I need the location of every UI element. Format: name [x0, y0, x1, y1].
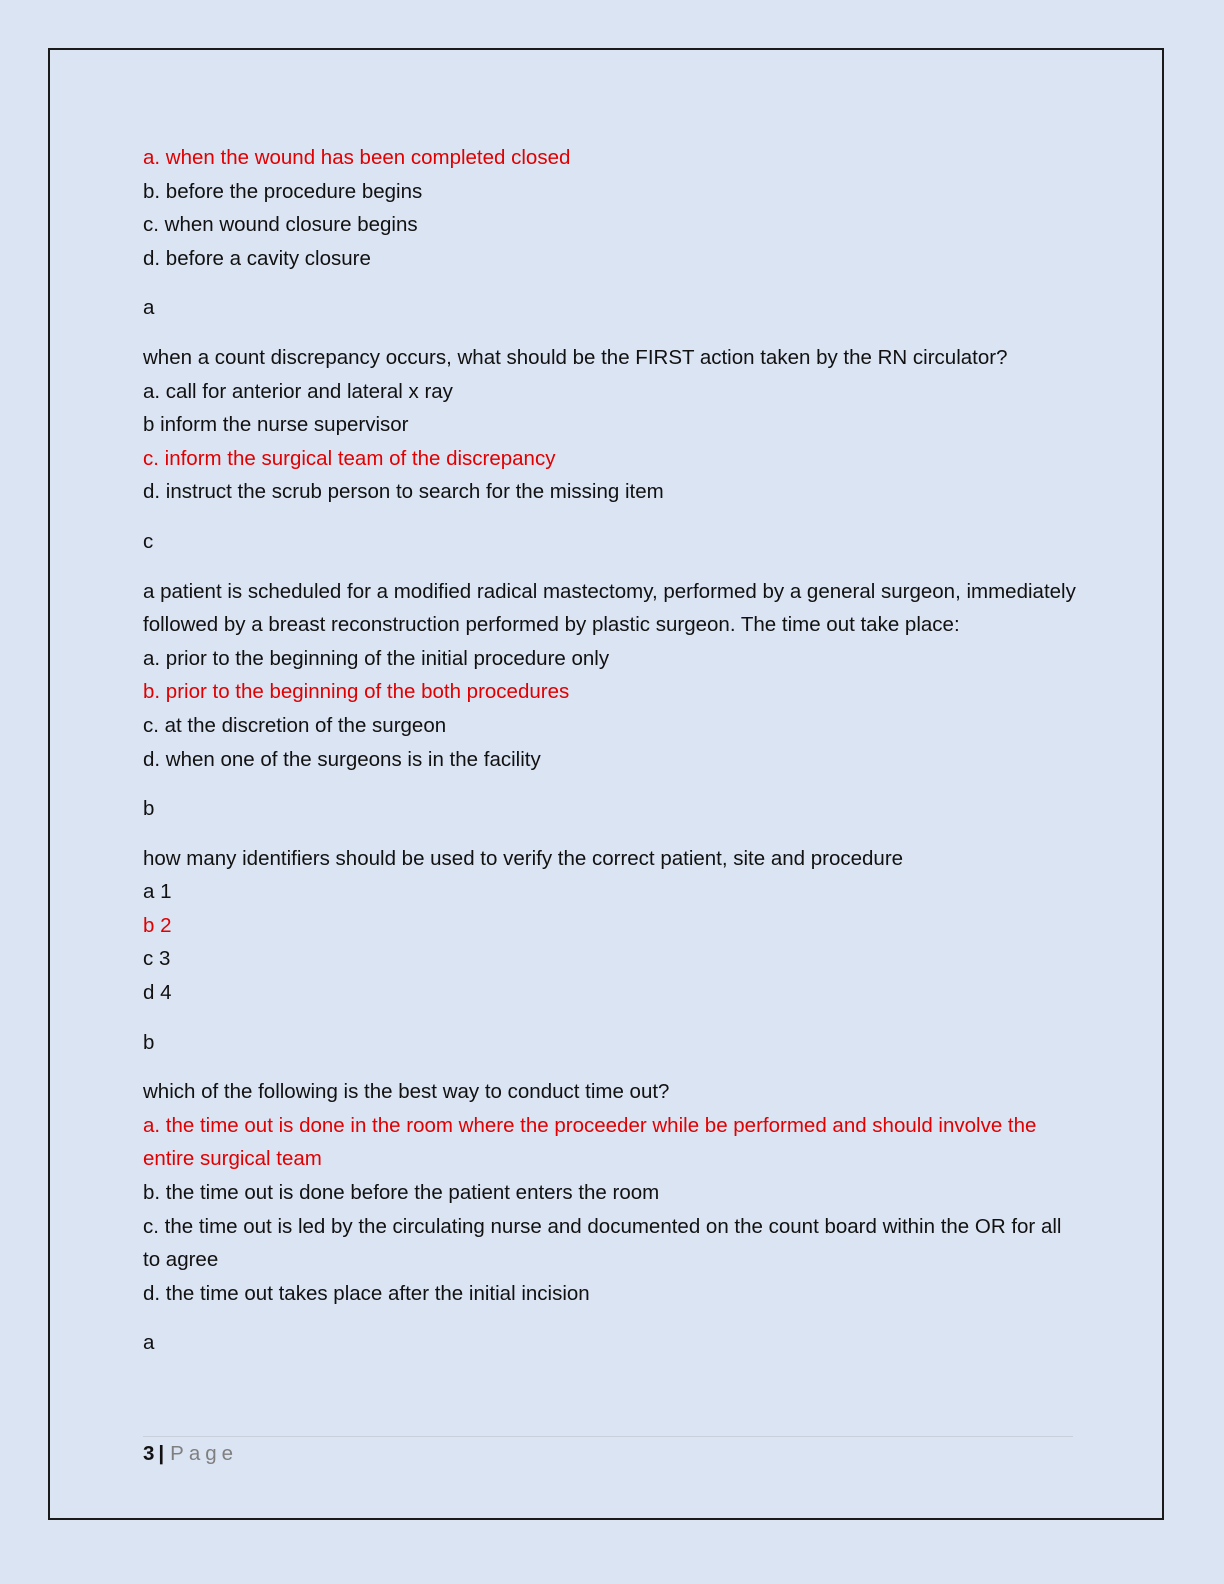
question-block [143, 1075, 1083, 1360]
answer-option: d. when one of the surgeons is in the facility [143, 747, 541, 771]
answer-option: d. the time out takes place after the initial incision [143, 1281, 590, 1305]
page-number: 3 [143, 1442, 155, 1465]
answer-option: a. call for anterior and lateral x ray [143, 379, 453, 403]
answer-option: c. at the discretion of the surgeon [143, 713, 447, 737]
footer-divider [143, 1436, 1073, 1437]
page-label: Page [170, 1442, 239, 1465]
question-text: how many identifiers should be used to verify the correct patient, site and procedure [143, 846, 904, 870]
answer-option-correct: b. prior to the beginning of the both procedures [143, 680, 570, 704]
question-text: when a count discrepancy occurs, what should be the FIRST action taken by the RN circulator? [143, 345, 1008, 369]
question-block [143, 341, 1083, 559]
answer-option-correct: c. inform the surgical team of the discrepancy [143, 446, 556, 470]
answer-option: b. before the procedure begins [143, 179, 423, 203]
answer-option: a 1 [143, 880, 172, 904]
answer-option: d. instruct the scrub person to search for the missing item [143, 480, 664, 504]
question-block [143, 141, 1083, 325]
answer-option: c. when wound closure begins [143, 213, 418, 237]
footer-separator: | [158, 1442, 165, 1465]
answer-option-correct: a. when the wound has been completed closed [143, 146, 571, 169]
answer-option: b inform the nurse supervisor [143, 413, 409, 437]
answer-option: d 4 [143, 981, 172, 1005]
answer-key: a [143, 296, 155, 320]
question-block [143, 842, 1083, 1060]
question-text: which of the following is the best way to conduct time out? [143, 1080, 670, 1104]
answer-option: d. before a cavity closure [143, 246, 371, 270]
question-text: a patient is scheduled for a modified radical mastectomy, performed by a general surgeon, immediately followed by a breast reconstruction performed by plastic surgeon. The time out take place: [143, 579, 1076, 637]
document-body [143, 141, 1083, 1376]
page-footer [143, 1440, 238, 1468]
answer-option: c. the time out is led by the circulating nurse and documented on the count board within the OR for all to agree [143, 1214, 1062, 1272]
answer-option-correct: b 2 [143, 913, 172, 937]
answer-key: a [143, 1331, 155, 1355]
answer-option: c 3 [143, 947, 171, 971]
answer-option-correct: a. the time out is done in the room where the proceeder while be performed and should involve the entire surgical team [143, 1113, 1037, 1171]
answer-key: b [143, 797, 155, 821]
answer-key: b [143, 1030, 155, 1054]
answer-option: b. the time out is done before the patient enters the room [143, 1181, 660, 1205]
answer-key: c [143, 529, 154, 553]
question-block [143, 575, 1083, 826]
answer-option: a. prior to the beginning of the initial procedure only [143, 646, 610, 670]
